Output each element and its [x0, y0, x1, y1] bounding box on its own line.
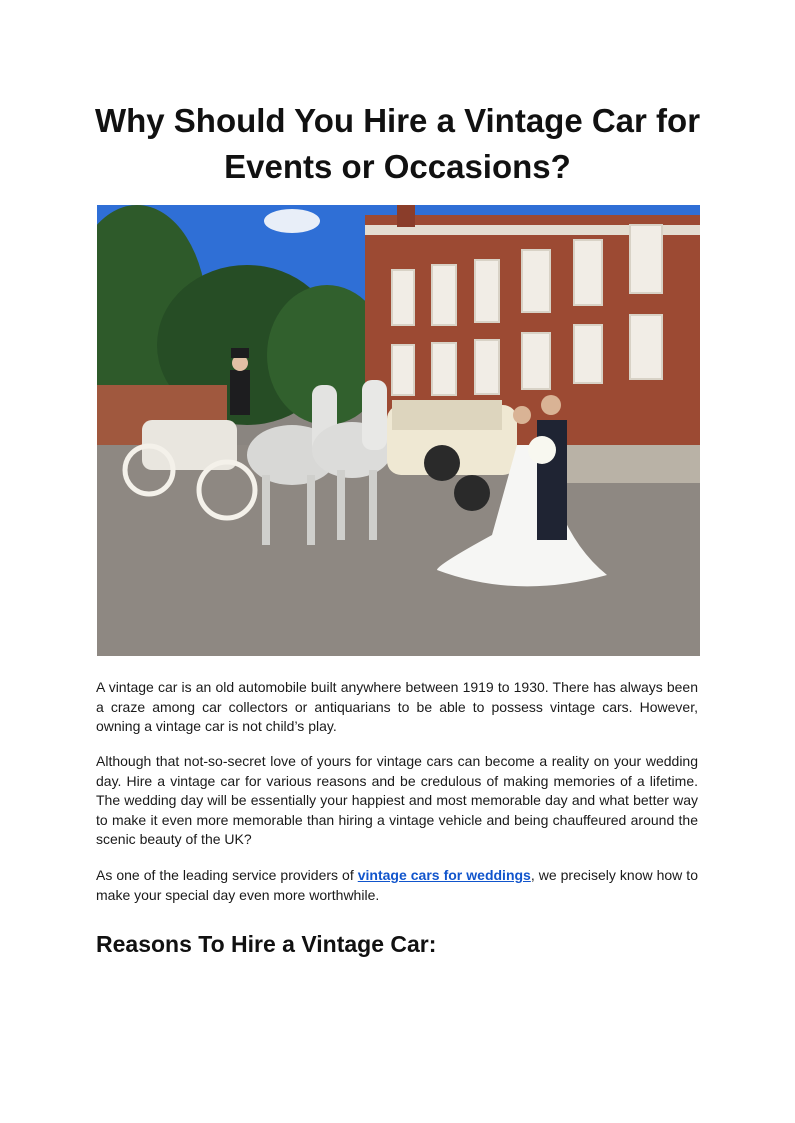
page-title: Why Should You Hire a Vintage Car for Events or Occasions?	[94, 102, 701, 185]
section-heading: Reasons To Hire a Vintage Car:	[96, 931, 437, 957]
wedding-paragraph: Although that not-so-secret love of yours for vintage cars can become a reality on your wedding day. Hire a vintage car for various reasons and be credulous of making memories of a lifetime. The wedding day will be essentially your happiest and most memorable day and what better way to make it even more memorable than hiring a vintage vehicle and being chauffeured around the scenic beauty of the UK?	[96, 753, 698, 847]
intro-paragraph: A vintage car is an old automobile built anywhere between 1919 to 1930. There has always been a craze among car collectors or antiquarians to be able to possess vintage cars. However, owning a vintage car is not child’s play.	[96, 679, 698, 734]
hero-image	[97, 205, 700, 656]
service-paragraph	[96, 866, 698, 905]
wedding-photo-icon	[97, 205, 700, 656]
service-paragraph-lead: As one of the leading service providers of	[96, 867, 358, 883]
service-paragraph-tail: , we precisely know how to make your special day even more worthwhile.	[96, 867, 698, 903]
vintage-cars-for-weddings-link[interactable]: vintage cars for weddings	[357, 867, 531, 883]
